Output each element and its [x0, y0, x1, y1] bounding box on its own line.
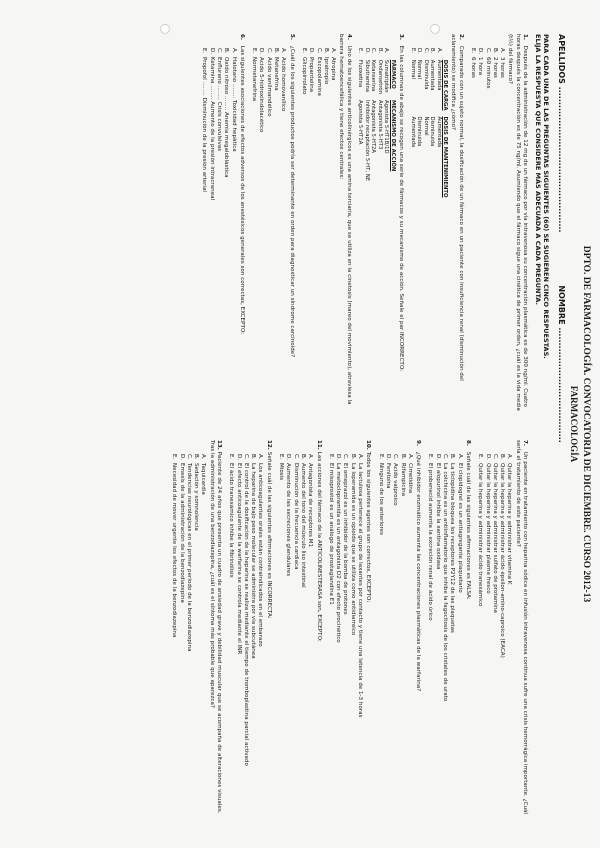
table-cell: Aumentada: [435, 116, 442, 148]
option-letter: A.: [499, 48, 506, 54]
option-letter: E.: [469, 48, 476, 54]
option-text: Ácido valproico: [392, 463, 399, 506]
option-letter: A.: [280, 48, 287, 54]
table-cell: Disminuida: [429, 116, 436, 147]
answer-option[interactable]: [272, 34, 279, 419]
option-text: 6 horas: [469, 57, 476, 78]
option-letter: C.: [392, 454, 399, 460]
question-text: Las acciones del fármaco de la ANTICOLINESTERASA son, EXCEPTO:: [315, 450, 322, 642]
table-cell: Normal: [409, 59, 416, 79]
question: [200, 34, 245, 419]
option-letter: D.: [484, 454, 491, 461]
option-text: La metoclopramida es un antagonista D2 con efecto procinético: [335, 463, 342, 643]
table-cell: Aumentada: [409, 116, 416, 148]
table-cell: C.: [422, 48, 429, 54]
answer-option[interactable]: [406, 440, 413, 825]
question: [170, 440, 222, 825]
question-stem: [287, 34, 294, 419]
question-stem: [364, 440, 371, 825]
option-letter: E.: [477, 454, 484, 460]
option-text: Tendencias neurológicas en el primer período de la benzodiazepina: [185, 463, 192, 652]
answer-option[interactable]: [416, 48, 423, 204]
answer-option[interactable]: [307, 34, 314, 419]
table-cell: Aumentada: [429, 59, 436, 91]
option-text: Miosis: [278, 463, 285, 481]
answer-option[interactable]: [498, 34, 505, 419]
question-stem: [238, 34, 245, 419]
answer-option[interactable]: [234, 440, 241, 825]
exam-header: [568, 34, 592, 814]
question-number: 8.: [464, 440, 471, 447]
table-cell: [442, 48, 449, 60]
answer-option[interactable]: [491, 34, 498, 419]
question-text: Todos los siguientes agentes son correctos, EXCEPTO:: [365, 450, 372, 603]
option-text: Ácido homovanílico: [280, 57, 287, 112]
question: [327, 440, 372, 825]
answer-option[interactable]: [306, 440, 313, 825]
question-number: 10.: [365, 440, 372, 450]
question-text: Paciente de 24 años que presenta un cuadro de ansiedad grave y debilidad muscular que se acompaña de alteraciones visuales. Tras la administración de una benzodiazepina, ¿cuál es el síntoma más probable que aparezca?: [208, 440, 223, 814]
option-letter: B.: [273, 48, 280, 54]
option-letter: C.: [292, 454, 299, 460]
option-text: La lactulosa pertenece al grupo de laxantes por contacto y tiene una latencia de 1-3 horas: [357, 463, 364, 718]
answer-option[interactable]: [476, 440, 483, 825]
option-letter: C.: [442, 454, 449, 460]
question: [426, 440, 471, 825]
question: [357, 34, 404, 419]
answer-option[interactable]: [426, 440, 433, 825]
option-letter: D.: [178, 454, 185, 461]
answer-option[interactable]: [391, 440, 398, 825]
question-stem: [314, 440, 321, 825]
answer-option[interactable]: [433, 440, 440, 825]
option-letter: D.: [384, 454, 391, 461]
name-field[interactable]: NOMBRE ......................................: [557, 285, 566, 443]
option-text: Ácido 5-hidroxiindolacético: [258, 57, 265, 133]
question-number: 5.: [288, 34, 295, 41]
answer-option[interactable]: [422, 48, 429, 204]
option-text: 3 horas: [499, 57, 506, 78]
answer-option[interactable]: [229, 34, 236, 419]
question-stem: [337, 34, 352, 419]
option-text: La heparina de bajo peso molecular se administra por vía subcutánea: [250, 463, 257, 659]
option-letter: D.: [285, 454, 292, 461]
option-text: Escopolamina: [315, 57, 322, 96]
question-number: 11.: [315, 440, 322, 450]
questions-column-right: [165, 440, 528, 825]
option-text: 2 horas: [491, 57, 498, 78]
answer-option[interactable]: [170, 440, 177, 825]
question-number: 4.: [345, 34, 352, 41]
table-cell: Agonista 5-HT1A: [357, 100, 364, 145]
option-text: Taquicardia: [200, 463, 207, 495]
question-text: Después de la administración de 12 mg de un fármaco por vía intravenosa su concentración plasmática es de 300 ng/ml. Cuatro horas después la concentración es de 75 ng/ml. Asumiendo que el fármaco sigue una cinética de primer orden, ¿cuál es la vida media (t½) del fármaco?: [507, 34, 528, 411]
answer-option[interactable]: [348, 440, 355, 825]
option-letter: A.: [200, 454, 207, 460]
option-letter: B.: [449, 454, 456, 460]
question: [476, 440, 528, 825]
option-text: Enflurano ........ Crisis convulsivas: [215, 57, 222, 152]
answer-option[interactable]: [264, 34, 271, 419]
answer-option[interactable]: [483, 440, 490, 825]
question-text: Uno de los siguientes anticolinérgicos es una amina terciaria, que se utiliza en la cinetosis (mareo del movimiento), atraviesa la barrera hematoencefálica y tiene efectos centrales:: [338, 34, 352, 405]
answer-option[interactable]: [215, 34, 222, 419]
question-number: 13.: [216, 440, 223, 450]
table-header-cell: MECANISMO DE ACCIÓN: [389, 100, 396, 172]
option-letter: A.: [456, 454, 463, 460]
option-text: El ácido tranexámico inhibe la fibrinólisis: [228, 463, 235, 578]
question-stem: [397, 34, 404, 419]
answer-option[interactable]: [256, 440, 263, 825]
table-cell: Normal: [422, 116, 429, 136]
option-letter: E.: [228, 454, 235, 460]
question-number: 7.: [522, 440, 528, 447]
answer-option[interactable]: [476, 34, 483, 419]
answer-option[interactable]: [207, 34, 214, 419]
option-letter: C.: [185, 454, 192, 460]
option-text: Quitar la heparina y administrar plasma fresco: [484, 463, 491, 594]
answer-option[interactable]: [299, 440, 306, 825]
table-cell: D.: [363, 48, 370, 54]
answer-option[interactable]: [300, 34, 307, 419]
table-cell: C.: [370, 48, 377, 54]
answer-option[interactable]: [257, 34, 264, 419]
table-cell: Ondansetrón: [376, 59, 383, 95]
question-stem: [265, 440, 272, 825]
option-letter: A.: [406, 454, 413, 460]
answer-option[interactable]: [249, 440, 256, 825]
answer-option[interactable]: [322, 34, 329, 419]
table-cell: E.: [357, 48, 364, 54]
table-cell: Antagonista 5-HT3: [376, 100, 383, 150]
exam-title: DPTO. DE FARMACOLOGÍA. CONVOCATORIA DE DICIEMBRE. CURSO 2012-13: [581, 245, 591, 603]
table-cell: A.: [383, 48, 390, 54]
answer-option[interactable]: [242, 440, 249, 825]
table-cell: Inhibidor recaptación 5-HT, NE: [363, 100, 370, 182]
question-stem: [449, 34, 464, 419]
option-text: Ipratropio: [322, 57, 329, 85]
option-letter: E.: [427, 454, 434, 460]
table-header-cell: DOSIS DE CARGA: [442, 59, 449, 111]
question-number: 9.: [415, 440, 422, 447]
question: [300, 34, 352, 419]
option-letter: C.: [265, 48, 272, 54]
punch-hole: [160, 24, 170, 34]
answer-option[interactable]: [334, 440, 341, 825]
question-text: En las columnas de abajo se recogen una serie de fármacos y su mecanismo de acción. Señale el par INCORRECTO:: [398, 44, 405, 372]
table-cell: Aumentada: [435, 59, 442, 91]
table-cell: B.: [429, 48, 436, 54]
option-text: Normetanefrina: [251, 57, 258, 102]
option-text: El clopidogrel es un antiagregante plaquetario: [456, 463, 463, 593]
question-text: Señale cuál de las siguientes afirmaciones es FALSA:: [464, 450, 471, 600]
student-fields: [557, 34, 566, 594]
option-letter: A.: [307, 454, 314, 460]
punch-hole: [430, 24, 440, 34]
table-cell: Normal: [416, 59, 423, 79]
option-letter: E.: [171, 454, 178, 460]
answer-option[interactable]: [192, 440, 199, 825]
option-letter: E.: [300, 48, 307, 54]
answer-option[interactable]: [250, 34, 257, 419]
answer-option[interactable]: [376, 48, 383, 187]
option-text: Ketamina ........ Aumento de la presión intracraneal: [208, 57, 215, 201]
option-letter: E.: [377, 454, 384, 460]
option-letter: A.: [506, 454, 513, 460]
option-letter: A.: [257, 454, 264, 460]
option-letter: D.: [235, 454, 242, 461]
table-cell: [389, 48, 396, 60]
option-text: Propofol ........ Disminución de la presión arterial: [201, 57, 208, 192]
option-text: Aumento de las secreciones glandulares: [285, 463, 292, 577]
option-text: 1 hora: [477, 57, 484, 76]
table-cell: B.: [376, 48, 383, 54]
option-letter: E.: [251, 48, 258, 54]
table-cell: Sibutramina: [363, 59, 370, 93]
question-text: Las siguientes asociaciones de efectos adversos de los anestésicos generales son correctas, EXCEPTO:: [238, 44, 245, 335]
option-letter: E.: [201, 48, 208, 54]
table-cell: Ketanserina: [370, 59, 377, 92]
question: [277, 440, 322, 825]
option-text: Quitar la heparina y administrar ácido épsilon-amino-caproico (EACA): [499, 463, 506, 658]
question-text: Comparado con un sujeto normal, la dosificación de un fármaco en un paciente con insuficiencia renal (disminución del aclaramiento) se modifica ¿cómo?: [450, 34, 464, 381]
option-letter: C.: [342, 454, 349, 460]
option-text: Aumento del tono del músculo liso intestinal: [299, 463, 306, 588]
answer-option[interactable]: [327, 440, 334, 825]
table-cell: D.: [416, 48, 423, 54]
option-letter: C.: [484, 48, 491, 54]
option-letter: D.: [434, 454, 441, 461]
option-text: Óxido nitroso ........ Anemia megaloblástica: [223, 57, 230, 178]
question-text: ¿Cuál de los siguientes productos podría ser determinante en orden para diagnosticar un síndrome carcinoide?: [288, 44, 295, 358]
answer-option[interactable]: [291, 440, 298, 825]
table-cell: Agonista 5-HT1B/1D: [383, 100, 390, 154]
surname-field[interactable]: APELLIDOS ................................................: [557, 34, 566, 233]
question: [227, 440, 272, 825]
option-text: Quitar la heparina y administrar ácido tranexámico: [477, 463, 484, 607]
option-text: La colchicina es un antiinflamatorio que inhibe la fagocitosis de los cristales de urato: [442, 463, 449, 702]
answer-option[interactable]: [227, 440, 234, 825]
answer-option[interactable]: [177, 440, 184, 825]
answer-option[interactable]: [199, 440, 206, 825]
answer-option[interactable]: [491, 440, 498, 825]
option-letter: E.: [327, 454, 334, 460]
answer-option[interactable]: [469, 34, 476, 419]
option-text: El efecto anticoagulante de la warfarina se controla mediante el INR: [235, 463, 242, 655]
option-letter: C.: [315, 48, 322, 54]
option-text: Disminución de la frecuencia cardiaca: [292, 463, 299, 570]
option-text: Los anticoagulantes orales están contraindicados en el embarazo: [257, 463, 264, 647]
option-text: El control de la dosificación de la heparina se realiza mediante el tiempo de tromboplastina parcial activado: [242, 463, 249, 766]
question-number: 1.: [522, 34, 528, 41]
exam-subject: FARMACOLOGÍA: [569, 385, 579, 463]
table-cell: Disminuida: [422, 59, 429, 90]
option-text: Necesidad de mover urgente los efectos de la benzodiazepina: [171, 463, 178, 638]
question-stem: [464, 440, 471, 825]
option-letter: D.: [258, 48, 265, 55]
question: [250, 34, 295, 419]
question-number: 2.: [457, 34, 464, 41]
answer-option[interactable]: [222, 34, 229, 419]
answer-option[interactable]: [284, 440, 291, 825]
question-number: 12.: [265, 440, 272, 450]
option-text: El omeprazol es un inhibidor de la bomba de protones: [342, 463, 349, 615]
option-letter: C.: [242, 454, 249, 460]
answer-option[interactable]: [441, 440, 448, 825]
answer-option[interactable]: [429, 48, 436, 204]
option-letter: B.: [299, 454, 306, 460]
answer-option[interactable]: [483, 34, 490, 419]
answer-option[interactable]: [277, 440, 284, 825]
table-cell: Fluoxetina: [357, 59, 364, 88]
table-header-cell: DOSIS DE MANTENIMIENTO: [442, 116, 449, 198]
instructions: [534, 34, 550, 434]
option-letter: B.: [349, 454, 356, 460]
answer-option[interactable]: [363, 48, 370, 187]
option-text: Ácido vanilmandélico: [265, 57, 272, 117]
table-header-cell: FÁRMACO: [389, 59, 396, 89]
answer-table: [409, 48, 448, 204]
answer-option[interactable]: [314, 34, 321, 419]
table-cell: A.: [435, 48, 442, 54]
answer-option[interactable]: [398, 440, 405, 825]
option-letter: D.: [335, 454, 342, 461]
option-letter: D.: [477, 48, 484, 55]
instructions-line-2: ELIJA LA RESPUESTA QUE CONSIDERE MÁS ADECUADA A CADA PREGUNTA.: [534, 34, 542, 306]
option-text: Ninguno de los anteriores: [377, 463, 384, 535]
question-stem: [414, 440, 421, 825]
answer-option[interactable]: [384, 440, 391, 825]
option-letter: B.: [491, 48, 498, 54]
answer-option[interactable]: [455, 440, 462, 825]
option-text: 60 minutos: [484, 57, 491, 89]
answer-option[interactable]: [505, 440, 512, 825]
question-number: 3.: [398, 34, 405, 41]
table-cell: E.: [409, 48, 416, 54]
option-letter: D.: [208, 48, 215, 55]
option-text: Emesis de la administración de la benzodiazepina: [178, 463, 185, 603]
answer-option[interactable]: [409, 48, 416, 204]
option-text: Quitar la heparina y administrar sulfato de protamina: [491, 463, 498, 613]
answer-option[interactable]: [341, 440, 348, 825]
question-stem: [506, 34, 528, 419]
answer-option[interactable]: [185, 440, 192, 825]
option-letter: E.: [278, 454, 285, 460]
question-stem: [207, 440, 222, 825]
question-text: Un paciente en tratamiento con heparina sódica en infusión intravenosa continua sufre una crisis hemorrágica importante. ¿Cuál sería el tratamiento de este paciente?: [514, 440, 528, 814]
answer-option[interactable]: [200, 34, 207, 419]
option-letter: B.: [223, 48, 230, 54]
option-text: La ticlopidina bloquea los receptores P2Y12 de las plaquetas: [449, 463, 456, 633]
option-letter: B.: [499, 454, 506, 460]
question: [376, 440, 421, 825]
option-letter: D.: [308, 48, 315, 55]
option-letter: C.: [215, 48, 222, 54]
option-letter: A.: [357, 454, 364, 460]
instructions-line-1: PARA CADA UNA DE LAS PREGUNTAS SIGUIENTES (60) SE SUGIEREN CINCO RESPUESTAS.: [542, 34, 550, 359]
answer-option[interactable]: [435, 48, 442, 204]
option-text: Sedación y somnolencia: [193, 463, 200, 531]
option-text: Metanefrina: [273, 57, 280, 91]
option-letter: A.: [330, 48, 337, 54]
answer-option[interactable]: [448, 440, 455, 825]
option-text: Propantelina: [308, 57, 315, 93]
answer-option[interactable]: [279, 34, 286, 419]
question: [409, 34, 464, 419]
option-letter: B.: [399, 454, 406, 460]
question-number: 6.: [238, 34, 245, 41]
question: [469, 34, 528, 419]
questions-column-left: [195, 34, 528, 419]
option-text: El probenecid aumenta la excreción renal de ácido úrico: [427, 463, 434, 621]
option-text: Cimetidina: [406, 463, 413, 494]
answer-option[interactable]: [498, 440, 505, 825]
table-cell: Sumatriptán: [383, 59, 390, 93]
option-text: Halotano ........ Toxicidad hepática: [230, 57, 237, 152]
question-text: Señale cuál de las siguientes afirmaciones es INCORRECTA:: [265, 450, 272, 619]
option-text: Atropina: [330, 57, 337, 81]
option-text: El alopurinol inhibe la xantina oxidasa: [434, 463, 441, 570]
option-letter: C.: [491, 454, 498, 460]
option-letter: B.: [250, 454, 257, 460]
option-text: Fenitoína: [384, 463, 391, 489]
option-text: Glicopirrolato: [300, 57, 307, 95]
question-text: ¿Qué inhibidor enzimático aumenta las concentraciones plasmáticas de la warfarina?: [415, 450, 422, 692]
option-letter: B.: [322, 48, 329, 54]
answer-option[interactable]: [376, 440, 383, 825]
answer-table-header: [389, 48, 396, 187]
option-letter: A.: [230, 48, 237, 54]
table-cell: Disminuida: [416, 116, 423, 147]
option-text: El misoprostol es un análogo de prostaglandina E1: [327, 463, 334, 605]
option-text: Antagonista de receptores M1: [307, 463, 314, 548]
option-letter: B.: [193, 454, 200, 460]
option-text: Quitar la heparina y administrar vitamina K: [506, 463, 513, 585]
option-text: La loperamida es un opioide que se utiliza como antidiarreico: [349, 463, 356, 636]
table-cell: Antagonista 5-HT2A: [370, 100, 377, 154]
answer-option[interactable]: [356, 440, 363, 825]
option-text: Rifampicina: [399, 463, 406, 496]
answer-option[interactable]: [329, 34, 336, 419]
answer-table-header: [442, 48, 449, 204]
question-stem: [513, 440, 528, 825]
answer-option[interactable]: [370, 48, 377, 187]
answer-table: [357, 48, 396, 187]
